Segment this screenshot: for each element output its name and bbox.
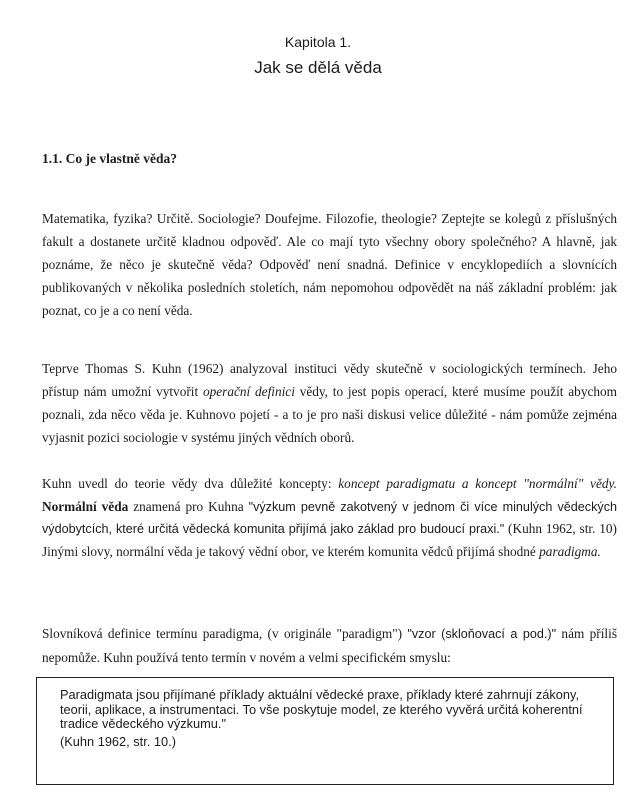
quote-box [36,677,614,785]
chapter-label: Kapitola 1. [284,34,352,50]
paragraph-4-text-b: nám příliš nepomůže. Kuhn používá tento termín v novém a velmi specifickém smyslu: [42,626,617,665]
paragraph-4-text-a: Slovníková definice termínu paradigma, (v originále "paradigm") [42,626,408,641]
paragraph-4-quote: "vzor (skloňovací a pod.)" [407,627,557,641]
paragraph-3-text-b: znamená pro Kuhna [128,498,249,514]
chapter-title: Jak se dělá věda [254,58,382,77]
quote-citation: (Kuhn 1962, str. 10.) [60,734,176,749]
paragraph-3 [42,473,617,563]
paragraph-2-italic: operační definici [202,384,295,399]
paragraph-3-bold-term: Normální věda [42,498,129,514]
paragraph-3-text-c: (Kuhn 1962, str. 10) Jinými slovy, normální věda je takový vědní obor, ve kterém komunita vědců přijímá shodné [42,521,617,559]
paragraph-1: Matematika, fyzika? Určitě. Sociologie? Doufejme. Filozofie, theologie? Zeptejte se kolegů z příslušných fakult a dostanete určitě kladnou odpověď. Ale co mají tyto všechny obory společného? A hlavně, jak poznáme, že něco je skutečně věda? Odpověď není snadná. Definice v encyklopediích a slovnících publikovaných v několika posledních stoletích, nám nepomohou odpovědět na náš základní problém: jak poznat, co je a co není věda. [42,211,617,318]
paragraph-4 [42,622,617,669]
paragraph-2 [42,357,617,449]
paragraph-3-text-a: Kuhn uvedl do teorie vědy dva důležité koncepty: [42,476,339,491]
paragraph-3-quote: "výzkum pevně zakotvený v jednom či více minulých vědeckých výdobytcích, které určitá vědecká komunita přijímá jako základ pro budoucí praxi." [42,499,617,536]
quote-text: Paradigmata jsou přijímané příklady aktuální vědecké praxe, příklady které zahrnují zákony, teorii, aplikace, a instrumentaci. To vše poskytuje model, ze kterého vyvěrá určitá koherentní tradice vědeckého výzkumu." [60,687,583,731]
paragraph-2-text-b: vědy, to jest popis operací, které musíme použít abychom poznali, zda něco věda je. Kuhnovo pojetí - a to je pro naši diskusi velice důležité - nám pomůže zejména vyjasnit pozici sociologie v systému jiných vědních oborů. [42,384,618,445]
paragraph-2-text-a: Teprve Thomas S. Kuhn (1962) analyzoval instituci vědy skutečně v sociologických termínech. Jeho přístup nám umožní vytvořit [42,361,617,399]
paragraph-3-italic-concepts: koncept paradigmatu a koncept "normální" vědy. [338,476,617,491]
paragraph-3-italic-paradigm: paradigma. [539,543,601,559]
section-heading: 1.1. Co je vlastně věda? [42,151,177,166]
